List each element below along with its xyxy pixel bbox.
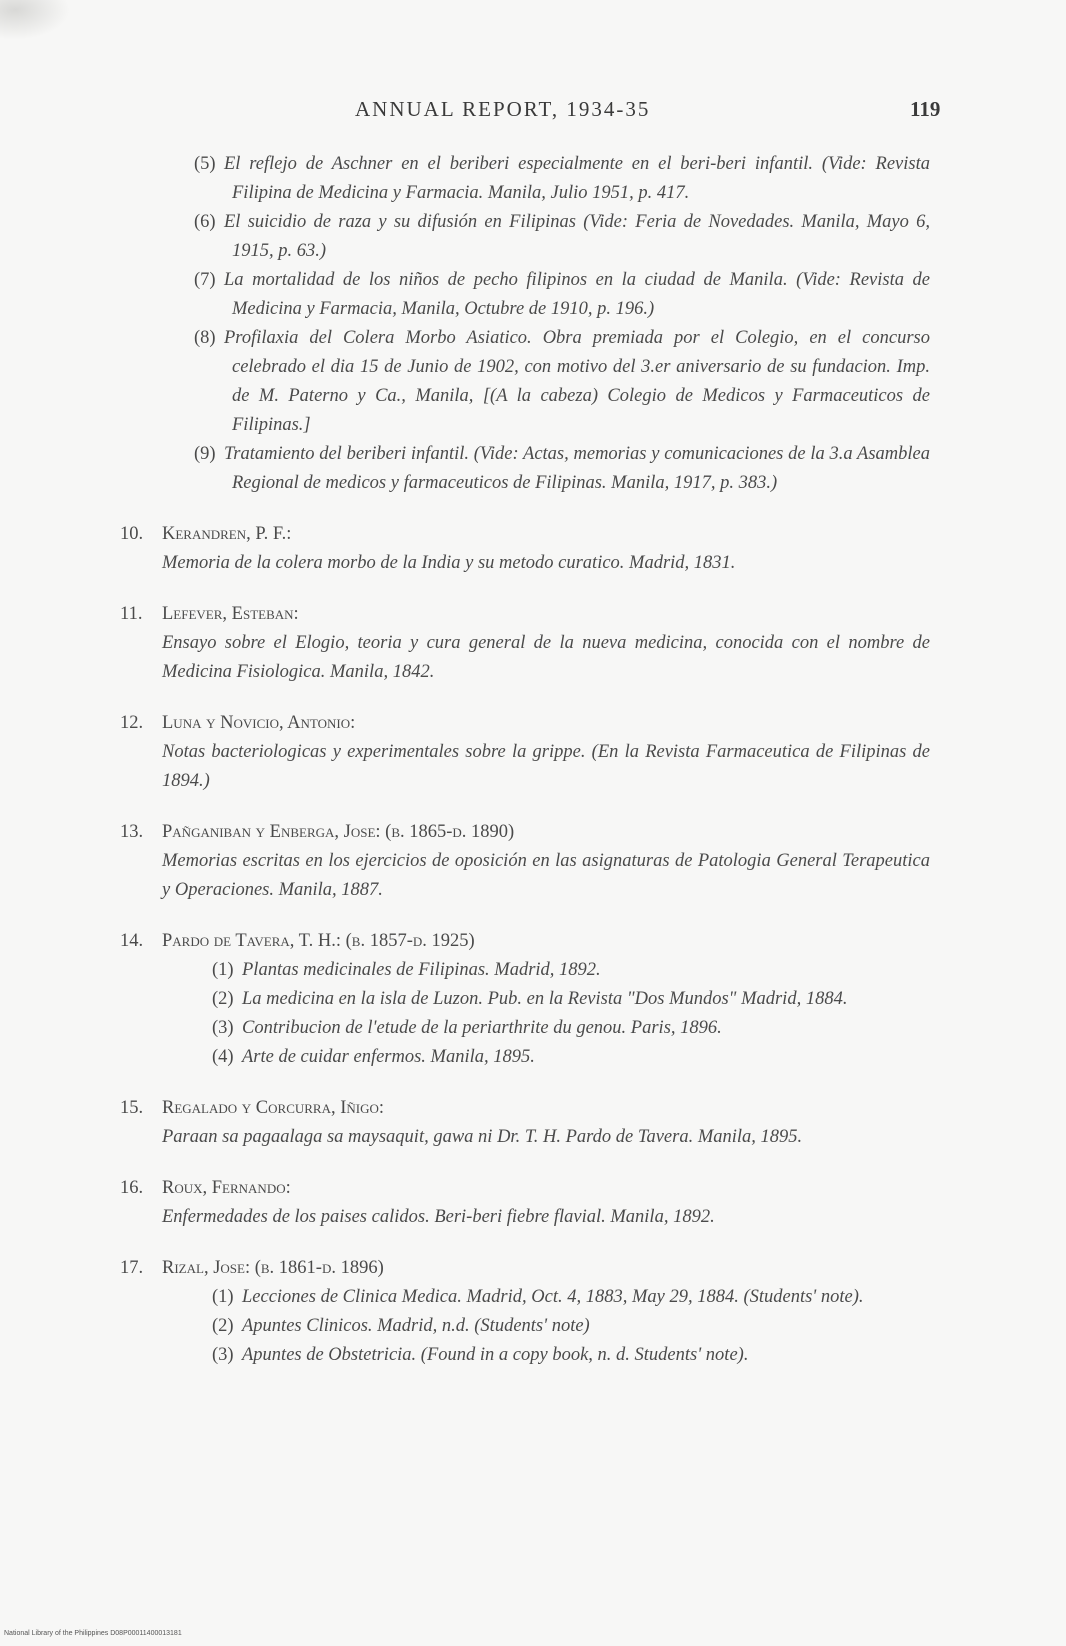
entry-number: 11. [120,604,143,624]
page-number: 119 [910,97,941,121]
entry-title: Notas bacteriologicas y experimentales sobre la grippe. (En la Revista Farmaceutica de Filipinas de 1894.) [162,742,930,791]
author-name: Kerandren, P. F.: [162,524,292,544]
continued-list [120,150,960,498]
entry-title: Paraan sa pagaalaga sa maysaquit, gawa ni Dr. T. H. Pardo de Tavera. Manila, 1895. [162,1127,803,1147]
author-name: Roux, Fernando: [162,1178,291,1198]
entry-title: Ensayo sobre el Elogio, teoria y cura general de la nueva medicina, conocida con el nombre de Medicina Fisiologica. Manila, 1842. [162,633,930,682]
item-text: La medicina en la isla de Luzon. Pub. en la Revista "Dos Mundos" Madrid, 1884. [242,989,848,1009]
list-item [194,266,930,324]
page-header [0,97,1066,127]
author-name: Lefever, Esteban: [162,604,299,624]
entry-title: Memorias escritas en los ejercicios de oposición en las asignaturas de Patologia General Terapeutica y Operaciones. Manila, 1887. [162,851,930,900]
scan-shadow [0,0,70,40]
entry-title: Enfermedades de los paises calidos. Beri-beri fiebre flavial. Manila, 1892. [162,1207,715,1227]
item-mark: (9) [194,444,216,464]
item-text: El reflejo de Aschner en el beriberi especialmente en el beri-beri infantil. (Vide: Revista Filipina de Medicina y Farmacia. Manila, Julio 1951, p. 417. [224,154,930,203]
entry-16 [120,1174,960,1232]
list-item [194,324,930,440]
item-mark: (8) [194,328,216,348]
item-text: Lecciones de Clinica Medica. Madrid, Oct. 4, 1883, May 29, 1884. (Students' note). [242,1287,864,1307]
entry-17 [120,1254,960,1370]
entry-number: 15. [120,1098,144,1118]
item-mark: (2) [212,989,234,1009]
list-item [212,1341,930,1370]
list-item [212,1312,930,1341]
entry-10 [120,520,960,578]
entry-title: Memoria de la colera morbo de la India y su metodo curatico. Madrid, 1831. [162,553,736,573]
entry-number: 17. [120,1258,144,1278]
item-text: Plantas medicinales de Filipinas. Madrid, 1892. [242,960,601,980]
library-stamp: National Library of the Philippines D08P00011400013181 [4,1630,182,1637]
author-name: Regalado y Corcurra, Iñigo: [162,1098,385,1118]
author-name: Pañganiban y Enberga, Jose: (b. 1865-d. 1890) [162,822,515,842]
author-name: Rizal, Jose: (b. 1861-d. 1896) [162,1258,384,1278]
item-mark: (3) [212,1345,234,1365]
author-name: Luna y Novicio, Antonio: [162,713,356,733]
running-head: ANNUAL REPORT, 1934-35 [355,97,651,121]
list-item [194,150,930,208]
item-text: Apuntes Clinicos. Madrid, n.d. (Students' note) [242,1316,590,1336]
entry-14 [120,927,960,1072]
list-item [194,440,930,498]
entry-number: 12. [120,713,144,733]
item-text: Arte de cuidar enfermos. Manila, 1895. [242,1047,535,1067]
item-mark: (2) [212,1316,234,1336]
list-item [212,1283,930,1312]
item-text: Profilaxia del Colera Morbo Asiatico. Obra premiada por el Colegio, en el concurso celebrado el dia 15 de Junio de 1902, con motivo del 3.er aniversario de su fundacion. Imp. de M. Paterno y Ca., Manila, [(A la cabeza) Colegio de Medicos y Farmaceuticos de Filipinas.] [224,328,930,435]
item-text: Apuntes de Obstetricia. (Found in a copy book, n. d. Students' note). [242,1345,749,1365]
list-item [194,208,930,266]
entry-number: 14. [120,931,144,951]
entry-number: 13. [120,822,144,842]
item-text: Tratamiento del beriberi infantil. (Vide: Actas, memorias y comunicaciones de la 3.a Asamblea Regional de medicos y farmaceuticos de Filipinas. Manila, 1917, p. 383.) [224,444,930,493]
bibliography-text [120,150,960,1370]
entry-number: 10. [120,524,144,544]
author-name: Pardo de Tavera, T. H.: (b. 1857-d. 1925) [162,931,475,951]
item-mark: (1) [212,960,234,980]
entry-13 [120,818,960,905]
list-item [212,1014,930,1043]
item-text: Contribucion de l'etude de la periarthrite du genou. Paris, 1896. [242,1018,722,1038]
item-mark: (7) [194,270,216,290]
list-item [212,956,930,985]
item-mark: (6) [194,212,216,232]
entry-number: 16. [120,1178,144,1198]
item-mark: (4) [212,1047,234,1067]
entry-11 [120,600,960,687]
list-item [212,1043,930,1072]
list-item [212,985,930,1014]
item-mark: (1) [212,1287,234,1307]
item-text: El suicidio de raza y su difusión en Filipinas (Vide: Feria de Novedades. Manila, Mayo 6, 1915, p. 63.) [224,212,930,261]
item-text: La mortalidad de los niños de pecho filipinos en la ciudad de Manila. (Vide: Revista de Medicina y Farmacia, Manila, Octubre de 1910, p. 196.) [224,270,930,319]
entry-15 [120,1094,960,1152]
entry-12 [120,709,960,796]
item-mark: (3) [212,1018,234,1038]
item-mark: (5) [194,154,216,174]
